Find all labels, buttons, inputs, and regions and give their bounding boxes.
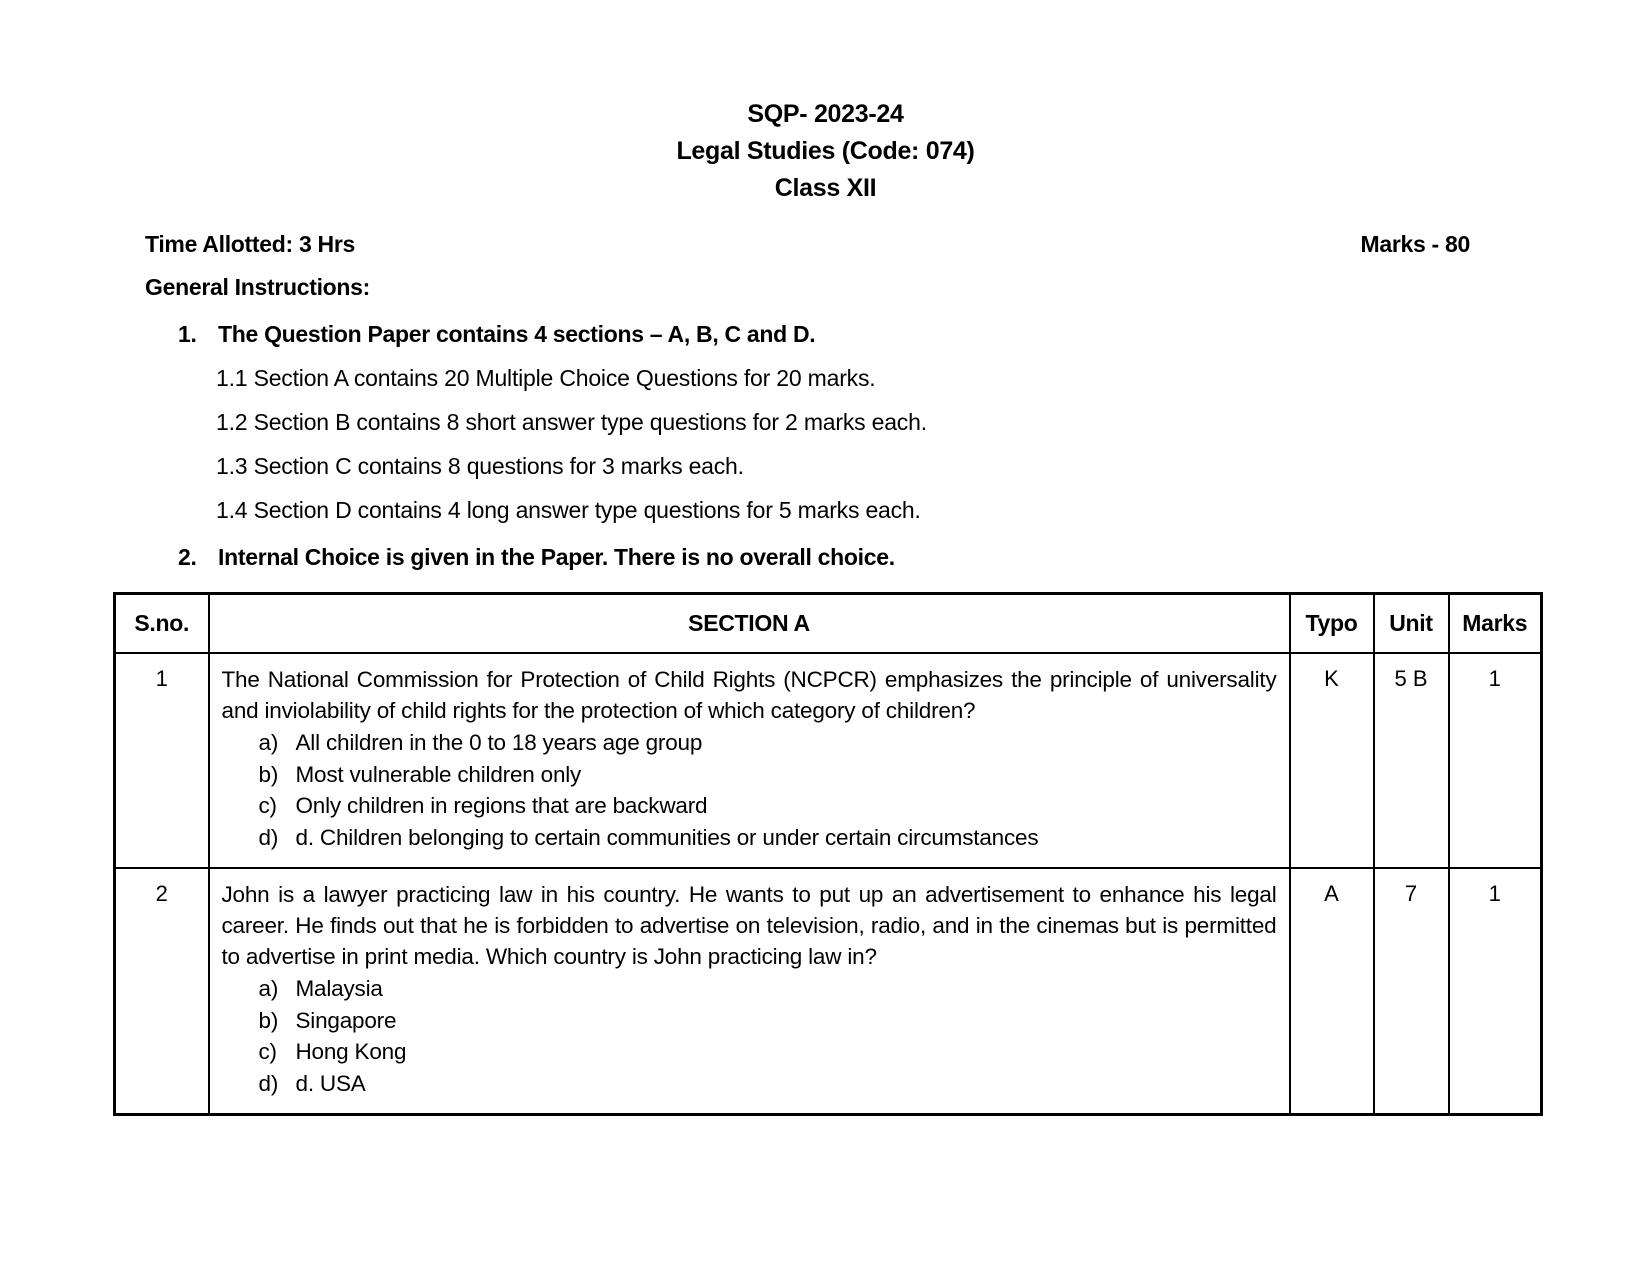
q1-option-b-label: b) <box>258 761 279 787</box>
instruction-2-number: 2. <box>178 544 197 570</box>
q1-option-b-text: Most vulnerable children only <box>295 761 582 787</box>
q2-options <box>259 973 1277 1099</box>
table-header-row <box>115 594 1542 654</box>
q2-unit: 7 <box>1374 868 1449 1115</box>
time-allotted-label: Time Allotted: 3 Hrs <box>145 231 355 257</box>
instruction-1-number: 1. <box>178 321 197 347</box>
q2-typo: A <box>1290 868 1374 1115</box>
q1-unit: 5 B <box>1374 653 1449 868</box>
q2-option-b-text: Singapore <box>295 1007 397 1033</box>
q2-option-c <box>259 1036 1277 1068</box>
instruction-1-sub-4: 1.4 Section D contains 4 long answer type questions for 5 marks each. <box>216 497 921 523</box>
q2-option-c-label: c) <box>258 1039 277 1064</box>
q1-question-text: The National Commission for Protection of Child Rights (NCPCR) emphasizes the principle of universality and inviolability of child rights for the protection of which category of children? <box>221 667 1277 723</box>
document-title-block <box>0 0 1651 207</box>
q1-option-a <box>259 727 1277 759</box>
q2-option-b <box>259 1005 1277 1037</box>
q1-option-b <box>259 759 1277 791</box>
title-sqp-line: SQP- 2023-24 <box>747 100 904 128</box>
q1-options <box>259 727 1277 853</box>
total-marks-label: Marks - 80 <box>1360 231 1470 257</box>
q1-typo: K <box>1290 653 1374 868</box>
general-instructions-heading: General Instructions: <box>145 274 371 300</box>
header-unit: Unit <box>1374 594 1449 654</box>
q2-marks: 1 <box>1449 868 1542 1115</box>
header-sno: S.no. <box>115 594 209 654</box>
q2-option-d-text: d. USA <box>295 1070 366 1096</box>
q1-option-d-label: d) <box>258 824 279 850</box>
header-typo: Typo <box>1290 594 1374 654</box>
q1-sno: 1 <box>115 653 209 868</box>
q1-option-d-text: d. Children belonging to certain communities or under certain circumstances <box>295 824 1039 850</box>
q1-option-d <box>259 822 1277 854</box>
q1-option-c-text: Only children in regions that are backward <box>295 793 708 818</box>
table-row <box>115 868 1542 1115</box>
section-a-question-table <box>113 592 1543 1116</box>
instruction-1-sub-2: 1.2 Section B contains 8 short answer type questions for 2 marks each. <box>216 409 927 435</box>
meta-row <box>0 231 1651 258</box>
header-marks: Marks <box>1449 594 1542 654</box>
q1-cell <box>209 653 1290 868</box>
instruction-1-sub-3: 1.3 Section C contains 8 questions for 3 marks each. <box>216 453 744 479</box>
instruction-2-text: Internal Choice is given in the Paper. There is no overall choice. <box>218 544 895 570</box>
instruction-item-1 <box>0 321 1651 348</box>
table-row <box>115 653 1542 868</box>
q2-option-a <box>259 973 1277 1005</box>
q1-option-c <box>259 790 1277 822</box>
instruction-1-text: The Question Paper contains 4 sections – A, B, C and D. <box>218 321 816 347</box>
q2-option-a-label: a) <box>258 976 279 1001</box>
title-class-line: Class XII <box>774 174 877 202</box>
q1-marks: 1 <box>1449 653 1542 868</box>
q2-option-b-label: b) <box>258 1007 279 1033</box>
q1-option-c-label: c) <box>258 793 277 818</box>
q2-cell <box>209 868 1290 1115</box>
q2-option-c-text: Hong Kong <box>295 1039 407 1064</box>
q1-option-a-label: a) <box>258 730 279 755</box>
instruction-item-2 <box>0 544 1651 571</box>
q2-question-text: John is a lawyer practicing law in his country. He wants to put up an advertisement to enhance his legal career. He finds out that he is forbidden to advertise on television, radio, and in the cinemas but is permitted to advertise in print media. Which country is John practicing law in? <box>221 882 1277 969</box>
title-subject-line: Legal Studies (Code: 074) <box>676 137 975 165</box>
q2-sno: 2 <box>115 868 209 1115</box>
q1-option-a-text: All children in the 0 to 18 years age group <box>295 730 703 755</box>
instruction-1-sub-1: 1.1 Section A contains 20 Multiple Choice Questions for 20 marks. <box>216 365 876 391</box>
q2-option-a-text: Malaysia <box>295 976 383 1001</box>
q2-option-d <box>259 1068 1277 1100</box>
header-section-a: SECTION A <box>209 594 1290 654</box>
q2-option-d-label: d) <box>258 1070 279 1096</box>
